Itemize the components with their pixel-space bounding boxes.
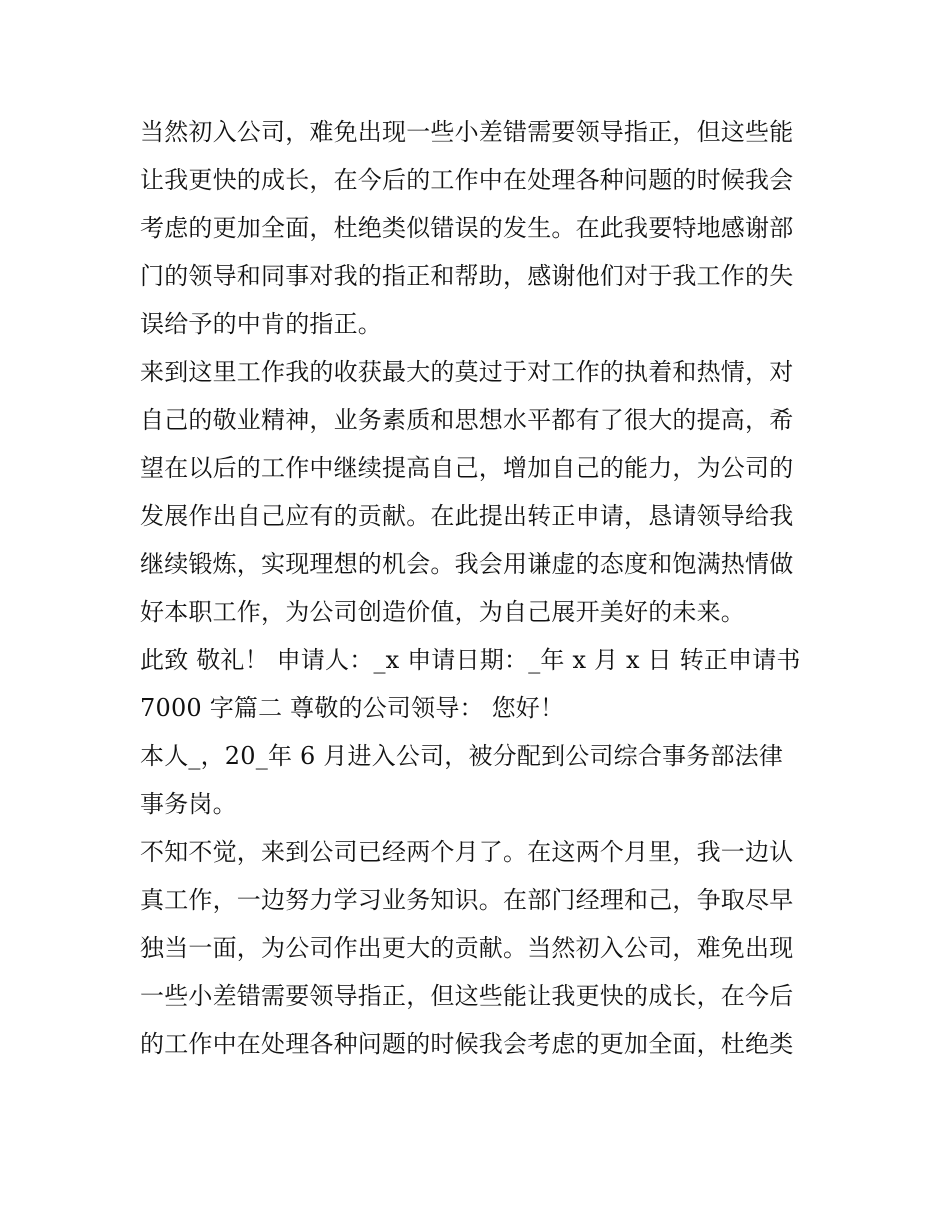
text-line: 自己的敬业精神，业务素质和思想水平都有了很大的提高，希 — [140, 406, 794, 434]
text-line: 真工作，一边努力学习业务知识。在部门经理和己，争取尽早 — [140, 886, 794, 914]
text-line: 望在以后的工作中继续提高自己，增加自己的能力，为公司的 — [140, 454, 794, 482]
paragraph-3 — [140, 636, 820, 732]
text-line: 此致 敬礼！ 申请人：_x 申请日期：_年 x 月 x 日 转正申请书 — [140, 646, 801, 674]
document-body — [140, 108, 820, 1068]
text-line: 本人_，20_年 6 月进入公司，被分配到公司综合事务部法律 — [140, 742, 784, 770]
text-line: 考虑的更加全面，杜绝类似错误的发生。在此我要特地感谢部 — [140, 214, 794, 242]
text-line: 不知不觉，来到公司已经两个月了。在这两个月里，我一边认 — [140, 838, 794, 866]
text-line: 门的领导和同事对我的指正和帮助，感谢他们对于我工作的失 — [140, 262, 794, 290]
text-line: 一些小差错需要领导指正，但这些能让我更快的成长，在今后 — [140, 982, 794, 1010]
text-line: 当然初入公司，难免出现一些小差错需要领导指正，但这些能 — [140, 118, 794, 146]
text-line: 7000 字篇二 尊敬的公司领导： 您好！ — [140, 694, 565, 722]
text-line: 来到这里工作我的收获最大的莫过于对工作的执着和热情，对 — [140, 358, 794, 386]
text-line: 的工作中在处理各种问题的时候我会考虑的更加全面，杜绝类 — [140, 1030, 794, 1058]
paragraph-1 — [140, 108, 820, 348]
text-line: 误给予的中肯的指正。 — [140, 310, 382, 338]
paragraph-5 — [140, 828, 820, 1068]
text-line: 继续锻炼，实现理想的机会。我会用谦虚的态度和饱满热情做 — [140, 550, 794, 578]
text-line: 独当一面，为公司作出更大的贡献。当然初入公司，难免出现 — [140, 934, 794, 962]
text-line: 让我更快的成长，在今后的工作中在处理各种问题的时候我会 — [140, 166, 794, 194]
text-line: 事务岗。 — [140, 790, 237, 818]
text-line: 好本职工作，为公司创造价值，为自己展开美好的未来。 — [140, 598, 745, 626]
text-line: 发展作出自己应有的贡献。在此提出转正申请，恳请领导给我 — [140, 502, 794, 530]
paragraph-4 — [140, 732, 820, 828]
paragraph-2 — [140, 348, 820, 636]
